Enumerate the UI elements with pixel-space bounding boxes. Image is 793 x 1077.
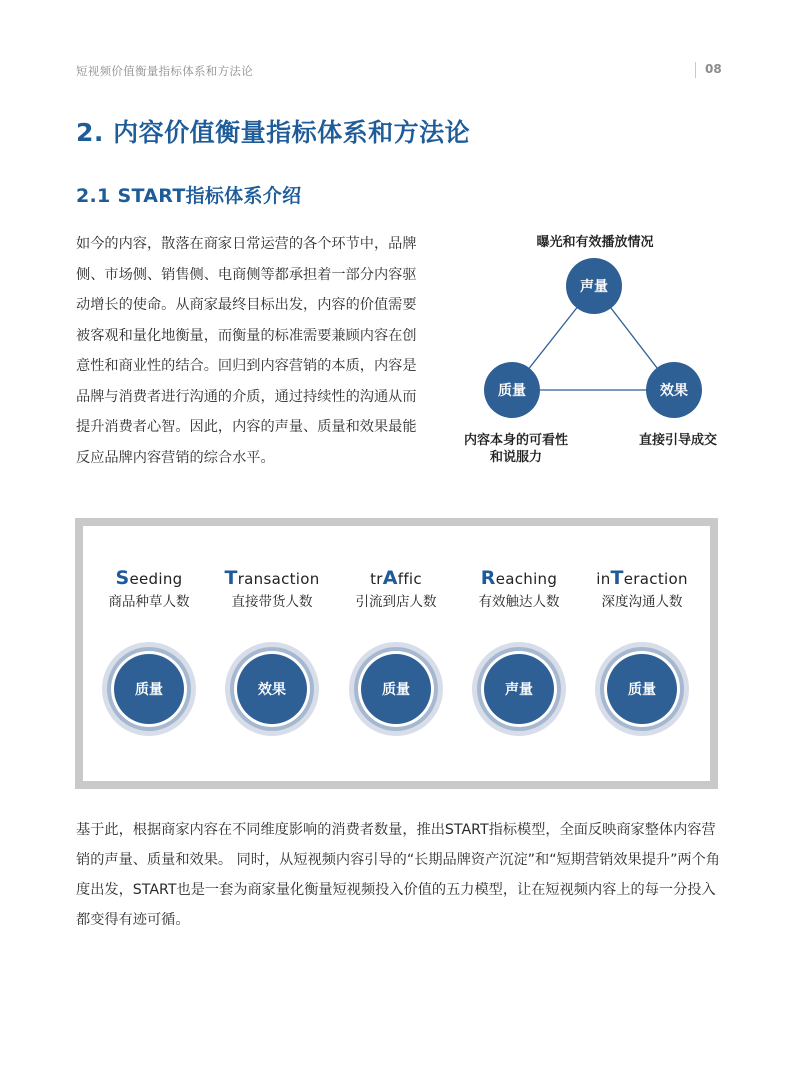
intro-paragraph: 如今的内容，散落在商家日常运营的各个环节中，品牌侧、市场侧、销售侧、电商侧等都承担着一部分内容驱动增长的使命。从商家最终目标出发，内容的价值需要被客观和量化地衡量，而衡量的标准需要兼顾内容在创意性和商业性的结合。回归到内容营销的本质，内容是品牌与消费者进行沟通的介质，通过持续性的沟通从而提升消费者心智。因此，内容的声量、质量和效果最能反应品牌内容营销的综合水平。 xyxy=(76,236,417,466)
section-title: 2. 内容价值衡量指标体系和方法论 xyxy=(76,118,471,147)
metric-transaction-name: Transaction xyxy=(224,567,320,589)
metric-interaction-name: inTeraction xyxy=(596,567,688,589)
caption-left-line1: 内容本身的可看性 xyxy=(463,433,568,448)
metric-transaction xyxy=(210,567,334,610)
metric-traffic-desc: 引流到店人数 xyxy=(355,594,437,610)
summary-paragraph: 基于此，根据商家内容在不同维度影响的消费者数量，推出START指标模型，全面反映商家整体内容营销的声量、质量和效果。 同时，从短视频内容引导的“长期品牌资产沉淀”和“短期营销效果提升”两个角度出发，START也是一套为商家量化衡量短视频投入价值的五力模型，让在短视频内容上的每一分投入都变得有迹可循。 xyxy=(76,822,720,928)
header-divider xyxy=(695,62,696,78)
caption-right: 直接引导成交 xyxy=(638,433,717,448)
page-number: 08 xyxy=(705,62,722,76)
circle-traffic-label: 质量 xyxy=(361,654,431,724)
circle-seeding xyxy=(102,642,196,736)
metric-traffic xyxy=(334,567,458,610)
subsection-title: 2.1 START指标体系介绍 xyxy=(76,185,302,207)
metric-reaching xyxy=(457,567,581,610)
circle-transaction xyxy=(225,642,319,736)
circle-traffic xyxy=(349,642,443,736)
circle-reaching-label: 声量 xyxy=(484,654,554,724)
node-left-label: 质量 xyxy=(498,383,526,399)
header-title: 短视频价值衡量指标体系和方法论 xyxy=(76,64,253,78)
metric-interaction xyxy=(580,567,704,610)
metric-reaching-desc: 有效触达人数 xyxy=(478,594,560,610)
metric-transaction-desc: 直接带货人数 xyxy=(231,594,313,610)
circle-interaction xyxy=(595,642,689,736)
metric-reaching-name: Reaching xyxy=(480,567,558,589)
caption-top: 曝光和有效播放情况 xyxy=(536,235,654,250)
node-right-label: 效果 xyxy=(660,383,688,399)
metric-traffic-name: trAffic xyxy=(370,567,422,589)
circle-reaching xyxy=(472,642,566,736)
caption-left-line2: 和说服力 xyxy=(489,450,542,465)
metric-seeding xyxy=(87,567,211,610)
metric-seeding-desc: 商品种草人数 xyxy=(108,594,190,610)
circle-seeding-label: 质量 xyxy=(114,654,184,724)
node-top-label: 声量 xyxy=(580,279,608,295)
metric-seeding-name: Seeding xyxy=(115,567,183,589)
circle-interaction-label: 质量 xyxy=(607,654,677,724)
metric-interaction-desc: 深度沟通人数 xyxy=(601,594,683,610)
circle-transaction-label: 效果 xyxy=(237,654,307,724)
